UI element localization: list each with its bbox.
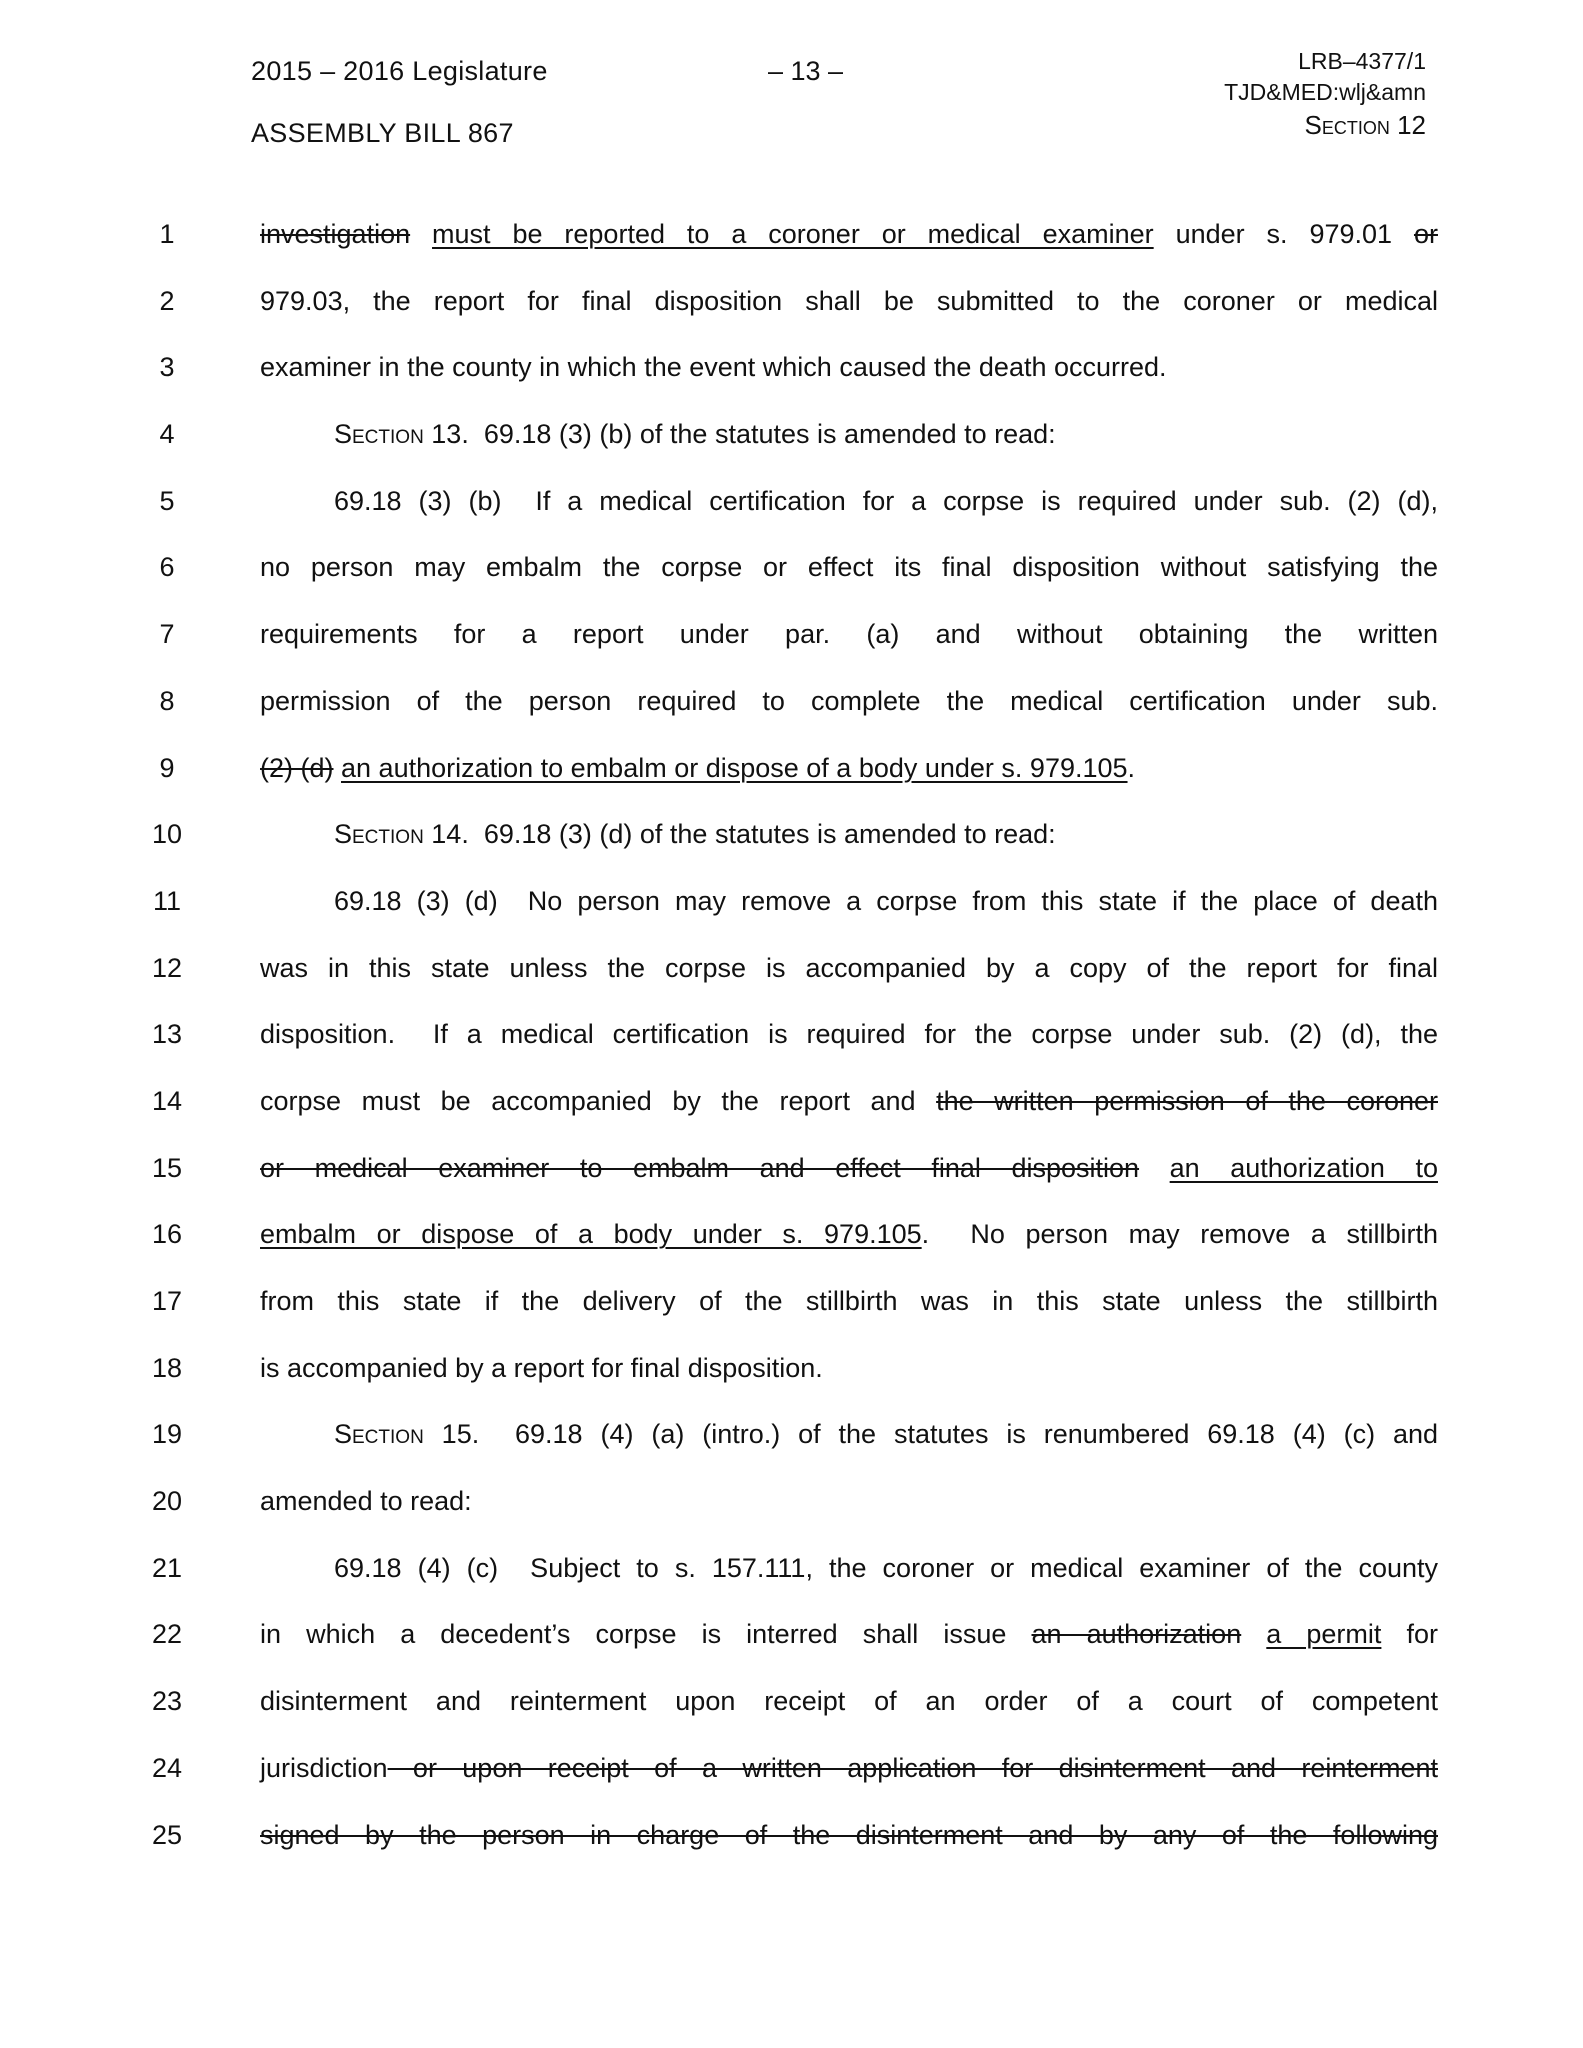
- line-text: [260, 281, 1438, 321]
- text-segment: [410, 219, 432, 249]
- section-number: 12: [1397, 110, 1426, 140]
- line-number: 13: [151, 1019, 183, 1050]
- text-segment: in which a decedent’s corpse is interred shall issue: [260, 1619, 1032, 1650]
- line-text: [334, 1414, 1438, 1454]
- inserted-text: an authorization to: [1169, 1152, 1438, 1183]
- inserted-text: embalm or dispose of a body under s. 979.105: [260, 1219, 922, 1250]
- line-text: [260, 748, 1438, 788]
- line-number: 15: [151, 1152, 183, 1183]
- line-text: [334, 1548, 1438, 1588]
- text-segment: 979.03, the report for final disposition shall be submitted to the coroner or medical: [260, 285, 1438, 316]
- deleted-text: or medical examiner to embalm and effect final disposition: [260, 1152, 1140, 1183]
- line-number: 6: [159, 552, 175, 583]
- line-text: [260, 1148, 1438, 1188]
- line-text: [260, 1614, 1438, 1654]
- line-number: 17: [151, 1286, 183, 1316]
- line-number: 22: [151, 1619, 183, 1650]
- line-number: 19: [151, 1419, 183, 1450]
- text-line: [0, 1281, 1583, 1348]
- line-text: [260, 1481, 1438, 1521]
- text-line: [0, 1348, 1583, 1415]
- line-text: [260, 681, 1438, 721]
- drafter-initials: TJD&MED:wlj&amn: [1224, 79, 1426, 105]
- text-segment: corpse must be accompanied by the report and: [260, 1085, 937, 1116]
- text-line: [0, 814, 1583, 881]
- line-number: 25: [151, 1819, 183, 1850]
- bill-prefix: ASSEMBLY BILL: [251, 118, 461, 148]
- text-line: [0, 1148, 1583, 1215]
- line-text: [260, 547, 1438, 587]
- deleted-text: or: [1413, 219, 1438, 249]
- line-number: 16: [151, 1219, 183, 1250]
- line-text: [260, 1748, 1438, 1788]
- section-heading: [1224, 108, 1426, 142]
- line-number: 4: [159, 419, 175, 450]
- text-segment: for: [1381, 1619, 1438, 1650]
- text-segment: [1139, 1153, 1170, 1183]
- deleted-text: investigation: [260, 219, 411, 249]
- text-line: [0, 1414, 1583, 1481]
- text-line: [0, 681, 1583, 748]
- text-line: [0, 214, 1583, 281]
- text-line: [0, 748, 1583, 815]
- text-segment: [1241, 1619, 1266, 1649]
- line-text: [260, 1815, 1438, 1855]
- text-line: [0, 1014, 1583, 1081]
- line-number: 2: [159, 285, 175, 316]
- section-reference: Section 15.: [334, 1419, 480, 1450]
- line-number: 7: [159, 619, 175, 650]
- inserted-text: must be reported to a coroner or medical examiner: [432, 219, 1154, 249]
- line-text: [260, 1681, 1438, 1721]
- text-segment: under s. 979.01: [1153, 219, 1414, 249]
- line-text: [260, 1214, 1438, 1254]
- section-label: Section: [1304, 110, 1390, 140]
- text-line: [0, 1548, 1583, 1615]
- line-text: [334, 881, 1438, 921]
- line-number: 8: [159, 685, 175, 716]
- line-text: [260, 1081, 1438, 1121]
- deleted-text: the written permission of the coroner: [936, 1085, 1438, 1116]
- line-text: [334, 414, 1438, 454]
- line-text: [260, 1014, 1438, 1054]
- text-segment: .: [1127, 752, 1136, 783]
- text-segment: examiner in the county in which the event which caused the death occurred.: [260, 352, 1167, 383]
- line-number: 24: [151, 1752, 183, 1783]
- text-segment: requirements for a report under par. (a) and without obtaining the written: [260, 619, 1438, 650]
- line-number: 3: [159, 352, 175, 383]
- deleted-text: (2) (d): [260, 752, 334, 783]
- text-segment: . No person may remove a stillbirth: [921, 1219, 1438, 1250]
- text-segment: disinterment and reinterment upon receipt of an order of a court of competent: [260, 1686, 1438, 1717]
- text-segment: from this state if the delivery of the stillbirth was in this state unless the stillbirth: [260, 1286, 1438, 1316]
- line-text: [334, 814, 1438, 854]
- text-segment: [334, 753, 342, 783]
- inserted-text: an authorization to embalm or dispose of a body under s. 979.105: [341, 752, 1128, 783]
- header-right-block: [1224, 46, 1426, 142]
- text-line: [0, 1214, 1583, 1281]
- text-line: [0, 414, 1583, 481]
- line-number: 14: [151, 1085, 183, 1116]
- line-text: [260, 1348, 1438, 1388]
- line-text: [260, 1281, 1438, 1321]
- text-line: [0, 1614, 1583, 1681]
- text-segment: 69.18 (3) (b) of the statutes is amended to read:: [468, 419, 1056, 450]
- bill-text-body: [0, 214, 1583, 1881]
- text-line: [0, 614, 1583, 681]
- line-number: 21: [151, 1552, 183, 1583]
- text-segment: disposition. If a medical certification is required for the corpse under sub. (2) (d), the: [260, 1019, 1438, 1050]
- text-segment: 69.18 (3) (d) No person may remove a corpse from this state if the place of death: [334, 885, 1438, 916]
- text-segment: was in this state unless the corpse is accompanied by a copy of the report for final: [260, 952, 1438, 983]
- line-text: [260, 614, 1438, 654]
- deleted-text: an authorization: [1031, 1619, 1242, 1650]
- bill-title: [251, 118, 514, 149]
- text-line: [0, 347, 1583, 414]
- line-number: 11: [152, 885, 182, 916]
- section-reference: Section 14.: [334, 819, 469, 850]
- line-number: 18: [151, 1352, 183, 1383]
- text-segment: 69.18 (4) (a) (intro.) of the statutes is renumbered 69.18 (4) (c) and: [479, 1419, 1439, 1450]
- text-line: [0, 281, 1583, 348]
- text-line: [0, 1815, 1583, 1882]
- page-number: – 13 –: [768, 56, 844, 86]
- line-number: 12: [151, 952, 183, 983]
- line-text: [260, 347, 1438, 387]
- text-segment: 69.18 (3) (d) of the statutes is amended to read:: [468, 819, 1056, 850]
- line-text: [334, 481, 1438, 521]
- line-number: 10: [151, 819, 183, 850]
- line-number: 5: [159, 485, 175, 516]
- text-segment: 69.18 (4) (c) Subject to s. 157.111, the coroner or medical examiner of the county: [334, 1552, 1438, 1583]
- line-number: 23: [151, 1686, 183, 1717]
- text-segment: permission of the person required to complete the medical certification under sub.: [260, 685, 1438, 716]
- line-number: 20: [151, 1486, 183, 1517]
- text-line: [0, 547, 1583, 614]
- text-segment: jurisdiction: [260, 1752, 388, 1783]
- deleted-text: or upon receipt of a written application for disinterment and reinterment: [387, 1752, 1438, 1783]
- text-line: [0, 948, 1583, 1015]
- line-number: 9: [159, 752, 175, 783]
- section-reference: Section 13.: [334, 419, 469, 450]
- text-segment: is accompanied by a report for final disposition.: [260, 1352, 823, 1383]
- text-segment: no person may embalm the corpse or effect its final disposition without satisfying the: [260, 552, 1438, 583]
- inserted-text: a permit: [1266, 1619, 1382, 1650]
- line-number: 1: [159, 219, 175, 249]
- text-segment: amended to read:: [260, 1486, 472, 1517]
- line-text: [260, 214, 1438, 254]
- text-line: [0, 881, 1583, 948]
- text-segment: 69.18 (3) (b) If a medical certification for a corpse is required under sub. (2) (d),: [334, 485, 1438, 516]
- text-line: [0, 1748, 1583, 1815]
- legislature-session: 2015 – 2016 Legislature: [251, 56, 548, 86]
- bill-number: 867: [467, 118, 514, 148]
- lrb-number: LRB–4377/1: [1298, 48, 1426, 74]
- deleted-text: signed by the person in charge of the disinterment and by any of the following: [260, 1819, 1438, 1850]
- text-line: [0, 481, 1583, 548]
- text-line: [0, 1681, 1583, 1748]
- text-line: [0, 1081, 1583, 1148]
- line-text: [260, 948, 1438, 988]
- text-line: [0, 1481, 1583, 1548]
